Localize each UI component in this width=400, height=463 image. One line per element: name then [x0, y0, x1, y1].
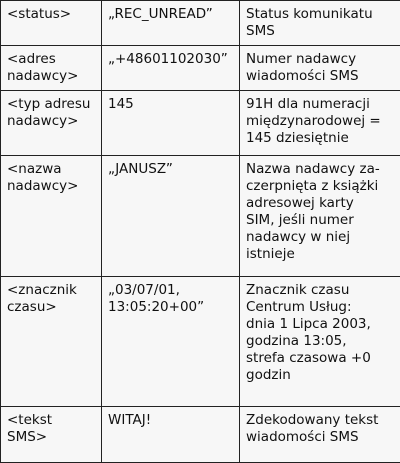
field-name-cell: <tekst SMS>	[1, 407, 102, 463]
field-value-cell: „03/07/01, 13:05:20+00”	[102, 277, 240, 407]
table-row	[1, 46, 400, 91]
field-value-cell: WITAJ!	[102, 407, 240, 463]
field-name-cell: <adres nadawcy>	[1, 46, 102, 91]
field-name-cell: <nazwa nadawcy>	[1, 156, 102, 277]
table-row	[1, 277, 400, 407]
field-value-cell: 145	[102, 91, 240, 156]
field-description-cell: 91H dla numeracji międzynarodowej = 145 dziesiętnie	[240, 91, 400, 156]
field-value-cell: „REC_UNREAD”	[102, 1, 240, 46]
table-row	[1, 91, 400, 156]
table-row	[1, 1, 400, 46]
field-name-cell: <znacznik czasu>	[1, 277, 102, 407]
field-name-cell: <typ adresu nadawcy>	[1, 91, 102, 156]
table-row	[1, 407, 400, 463]
field-description-cell: Nazwa nadawcy za- czerpnięta z książki adresowej karty SIM, jeśli numer nadawcy w niej istnieje	[240, 156, 400, 277]
field-description-cell: Status komunikatu SMS	[240, 1, 400, 46]
field-value-cell: „JANUSZ”	[102, 156, 240, 277]
field-description-cell: Zdekodowany tekst wiadomości SMS	[240, 407, 400, 463]
field-description-cell: Znacznik czasu Centrum Usług: dnia 1 Lipca 2003, godzina 13:05, strefa czasowa +0 godzin	[240, 277, 400, 407]
table-row	[1, 156, 400, 277]
field-value-cell: „+48601102030”	[102, 46, 240, 91]
field-description-cell: Numer nadawcy wiadomości SMS	[240, 46, 400, 91]
field-name-cell: <status>	[1, 1, 102, 46]
